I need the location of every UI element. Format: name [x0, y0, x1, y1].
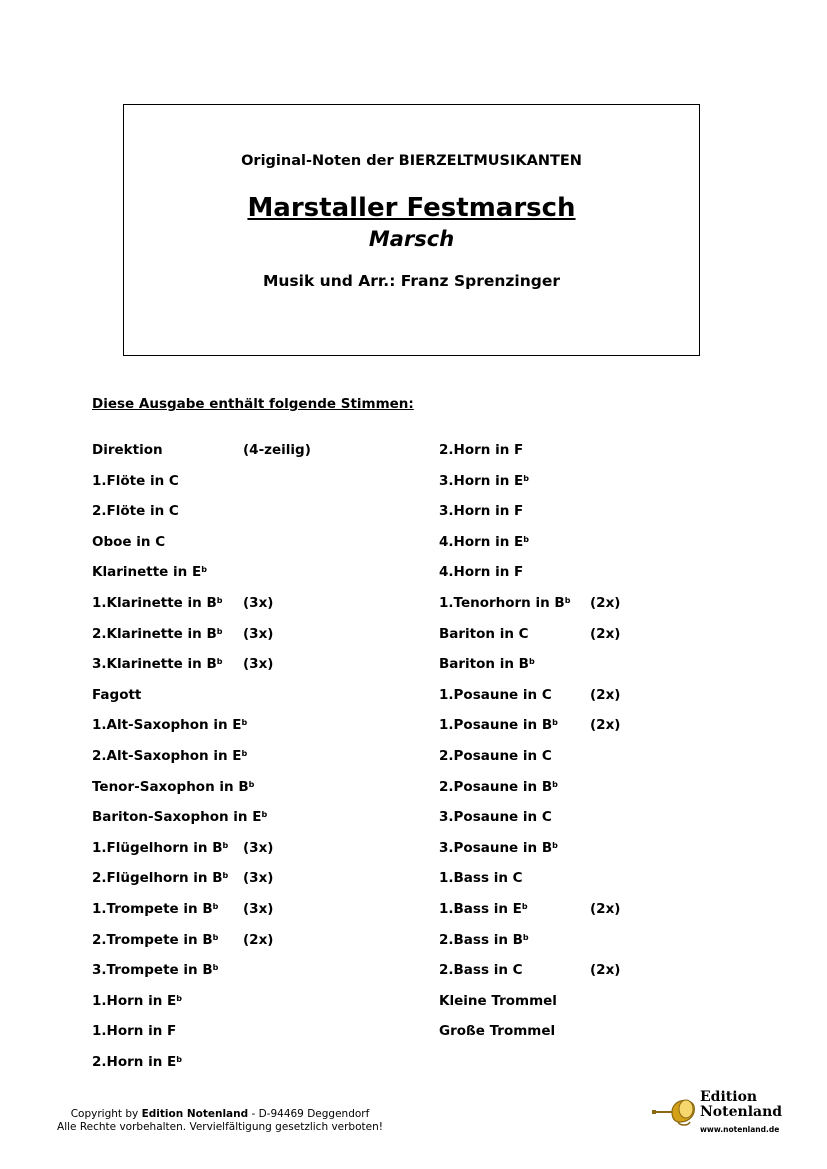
part-name-text: 1.Horn in E	[92, 992, 177, 1009]
part-name	[439, 656, 535, 672]
flat-superscript: b	[564, 595, 571, 605]
flat-superscript: b	[176, 993, 182, 1003]
part-name	[92, 473, 179, 489]
part-name-text: 4.Horn in E	[439, 533, 524, 550]
part-name	[92, 809, 267, 825]
part-count: (3x)	[243, 625, 274, 642]
part-count: (4-zeilig)	[243, 442, 311, 458]
part-name-text: Fagott	[92, 686, 142, 703]
part-name-text: 3.Posaune in B	[439, 839, 553, 856]
part-name	[92, 656, 223, 672]
part-name-text: 3.Trompete in B	[92, 962, 213, 979]
post-horn-icon	[650, 1092, 698, 1128]
flat-superscript: b	[248, 779, 255, 789]
logo-line2: Notenland	[700, 1104, 783, 1120]
part-name-text: 1.Bass in C	[439, 870, 523, 887]
part-name	[92, 1054, 182, 1070]
part-name-text: 1.Klarinette in B	[92, 594, 217, 611]
publisher-location: - D-94469 Deggendorf	[248, 1108, 370, 1120]
part-name	[439, 687, 552, 703]
part-name	[439, 840, 558, 856]
part-name-text: Klarinette in E	[92, 564, 202, 581]
part-name-text: 3.Horn in F	[439, 503, 524, 520]
part-name-text: 4.Horn in F	[439, 564, 524, 581]
subtitle: Original-Noten der BIERZELTMUSIKANTEN	[241, 153, 582, 169]
part-name-text: 2.Flügelhorn in B	[92, 870, 223, 887]
part-name	[439, 993, 557, 1009]
flat-superscript: b	[552, 840, 558, 850]
part-name-text: Tenor-Saxophon in B	[92, 778, 249, 795]
part-name-text: 1.Posaune in B	[439, 717, 553, 734]
part-name	[439, 901, 528, 917]
part-name-text: 2.Posaune in B	[439, 778, 553, 795]
flat-superscript: b	[212, 901, 219, 911]
flat-superscript: b	[216, 595, 223, 605]
flat-superscript: b	[552, 718, 558, 728]
part-name	[92, 564, 207, 580]
part-name	[92, 901, 218, 917]
part-name	[439, 626, 529, 642]
part-name	[439, 932, 529, 948]
part-count: (3x)	[243, 839, 274, 856]
part-count: (2x)	[243, 931, 274, 948]
page-title-text: Marstaller Festmarsch	[247, 193, 576, 223]
flat-superscript: b	[216, 626, 223, 636]
rights-line: Alle Rechte vorbehalten. Vervielfältigung gesetzlich verboten!	[57, 1121, 383, 1133]
flat-superscript: b	[201, 565, 207, 575]
part-name	[439, 473, 529, 489]
part-name	[92, 779, 254, 795]
part-name-text: Große Trommel	[439, 1023, 556, 1040]
part-name-text: 3.Posaune in C	[439, 809, 552, 826]
flat-superscript: b	[241, 718, 248, 728]
part-name-text: 2.Bass in B	[439, 931, 523, 948]
part-name	[92, 870, 228, 886]
part-name	[92, 503, 179, 519]
part-count: (2x)	[590, 900, 621, 917]
part-name	[92, 748, 247, 764]
part-name	[92, 626, 223, 642]
part-name-text: Bariton in B	[439, 656, 529, 673]
part-name-text: Direktion	[92, 442, 163, 458]
part-count: (3x)	[243, 594, 274, 611]
part-name	[92, 595, 223, 611]
flat-superscript: b	[212, 963, 219, 973]
part-name-text: 2.Bass in C	[439, 962, 523, 979]
flat-superscript: b	[222, 840, 229, 850]
publisher-name: Edition Notenland	[141, 1108, 249, 1120]
part-name-text: 2.Flöte in C	[92, 503, 179, 520]
part-count: (3x)	[243, 900, 274, 917]
part-count: (3x)	[243, 656, 274, 673]
part-name-text: 2.Posaune in C	[439, 747, 552, 764]
logo-line1: Edition	[700, 1089, 758, 1105]
part-name	[439, 595, 570, 611]
title-box	[123, 104, 700, 356]
part-name-text: 1.Posaune in C	[439, 686, 552, 703]
part-count: (3x)	[243, 870, 274, 887]
composer: Musik und Arr.: Franz Sprenzinger	[262, 272, 561, 290]
logo-url: www.notenland.de	[700, 1125, 780, 1134]
part-name	[92, 1023, 176, 1039]
part-name	[439, 809, 552, 825]
part-name-text: 1.Flöte in C	[92, 472, 179, 489]
flat-superscript: b	[523, 473, 529, 483]
part-count: (2x)	[590, 686, 621, 703]
part-name-text: 1.Trompete in B	[92, 900, 213, 917]
part-name	[92, 932, 218, 948]
part-name	[439, 534, 529, 550]
part-name	[92, 687, 141, 703]
part-name-text: 2.Trompete in B	[92, 931, 213, 948]
part-name-text: Oboe in C	[92, 533, 166, 550]
part-name-text: 2.Horn in E	[92, 1053, 177, 1070]
part-name-text: 1.Tenorhorn in B	[439, 594, 565, 611]
flat-superscript: b	[523, 534, 529, 544]
part-name-text: 2.Horn in F	[439, 442, 524, 458]
flat-superscript: b	[241, 748, 248, 758]
flat-superscript: b	[522, 932, 529, 942]
part-name	[92, 993, 182, 1009]
part-name	[439, 503, 523, 519]
flat-superscript: b	[176, 1054, 182, 1064]
flat-superscript: b	[528, 657, 535, 667]
page-title	[124, 193, 699, 223]
part-name	[439, 748, 552, 764]
part-name-text: 1.Bass in E	[439, 900, 522, 917]
part-count: (2x)	[590, 625, 621, 642]
part-name-text: 2.Alt-Saxophon in E	[92, 747, 242, 764]
copyright-prefix: Copyright by	[70, 1108, 142, 1120]
part-name	[439, 779, 558, 795]
part-name	[92, 840, 228, 856]
part-count: (2x)	[590, 594, 621, 611]
part-name	[92, 534, 165, 550]
part-name	[92, 442, 163, 458]
flat-superscript: b	[212, 932, 219, 942]
parts-heading: Diese Ausgabe enthält folgende Stimmen:	[92, 396, 414, 412]
flat-superscript: b	[222, 871, 229, 881]
part-name	[439, 442, 523, 458]
part-name	[439, 1023, 555, 1039]
part-name-text: Kleine Trommel	[439, 992, 557, 1009]
part-name	[92, 962, 218, 978]
part-name-text: 1.Alt-Saxophon in E	[92, 717, 242, 734]
part-name-text: 3.Horn in E	[439, 472, 524, 489]
part-count: (2x)	[590, 717, 621, 734]
copyright-line	[40, 1108, 400, 1121]
part-name-text: 1.Flügelhorn in B	[92, 839, 223, 856]
part-name-text: 2.Klarinette in B	[92, 625, 217, 642]
flat-superscript: b	[521, 901, 528, 911]
part-count: (2x)	[590, 962, 621, 979]
part-name	[92, 717, 247, 733]
part-name-text: Bariton-Saxophon in E	[92, 809, 262, 826]
part-name	[439, 870, 523, 886]
part-name	[439, 717, 558, 733]
part-name	[439, 962, 523, 978]
part-name-text: 1.Horn in F	[92, 1023, 177, 1040]
flat-superscript: b	[261, 810, 268, 820]
part-name-text: 3.Klarinette in B	[92, 656, 217, 673]
part-name	[439, 564, 523, 580]
flat-superscript: b	[216, 657, 223, 667]
part-name-text: Bariton in C	[439, 625, 529, 642]
flat-superscript: b	[552, 779, 558, 789]
publisher-logo	[650, 1089, 783, 1138]
footer	[40, 1108, 400, 1134]
genre: Marsch	[368, 227, 455, 251]
